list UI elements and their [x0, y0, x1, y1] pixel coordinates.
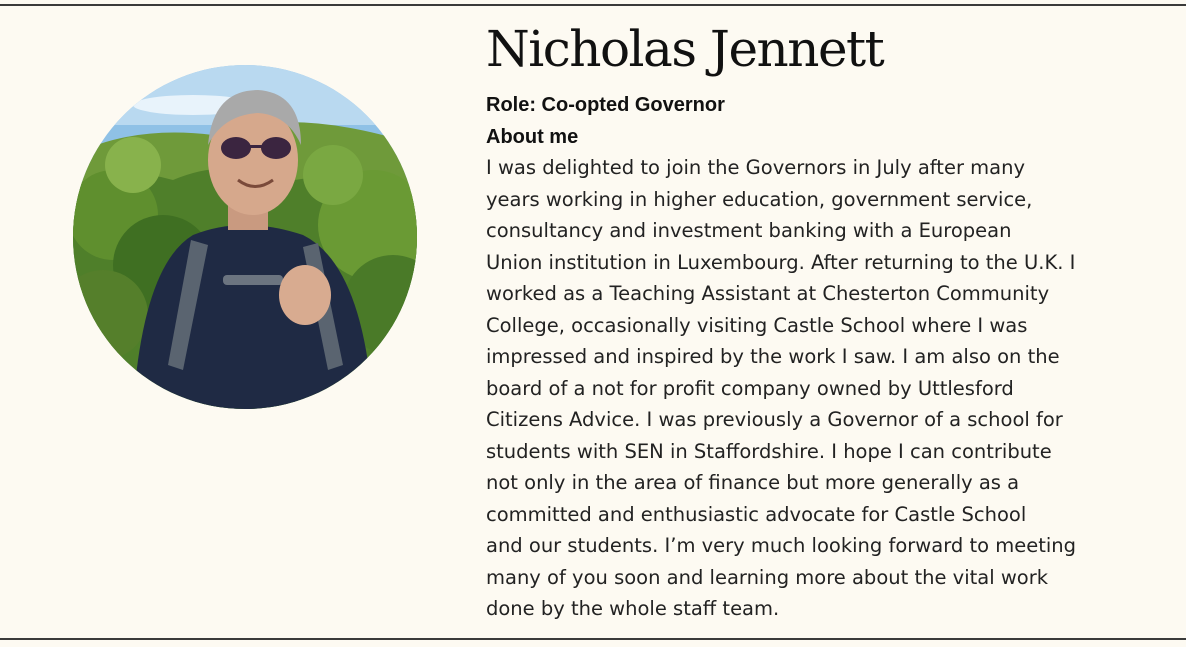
bio-line: board of a not for profit company owned by Uttlesford — [486, 376, 1014, 400]
about-me-text — [486, 152, 1146, 625]
bottom-divider — [0, 638, 1186, 640]
bio-line: impressed and inspired by the work I saw. I am also on the — [486, 345, 1060, 368]
bio-line: Citizens Advice. I was previously a Governor of a school for — [486, 408, 1063, 431]
bio-line: years working in higher education, government service, — [486, 187, 1033, 211]
bio-line: many of you soon and learning more about the vital work — [486, 565, 1049, 589]
bio-line: College, occasionally visiting Castle School where I was — [486, 313, 1028, 337]
top-divider — [0, 4, 1186, 6]
bio-line: I was delighted to join the Governors in July after many — [486, 156, 1026, 179]
governor-role: Role: Co-opted Governor — [486, 94, 725, 116]
profile-photo — [73, 65, 417, 409]
profile-content — [486, 16, 1146, 625]
bio-line: consultancy and investment banking with a European — [486, 219, 1012, 242]
bio-line: and our students. I’m very much looking forward to meeting — [486, 534, 1077, 557]
bio-line: done by the whole staff team. — [486, 597, 780, 620]
bio-line: students with SEN in Staffordshire. I hope I can contribute — [486, 439, 1052, 463]
bio-line: not only in the area of finance but more generally as a — [486, 471, 1020, 494]
bio-line: worked as a Teaching Assistant at Chesterton Community — [486, 282, 1050, 305]
bio-line: committed and enthusiastic advocate for Castle School — [486, 502, 1027, 526]
bio-line: Union institution in Luxembourg. After returning to the U.K. I — [486, 250, 1076, 274]
about-me-heading: About me — [486, 126, 579, 148]
governor-name: Nicholas Jennett — [486, 20, 884, 78]
